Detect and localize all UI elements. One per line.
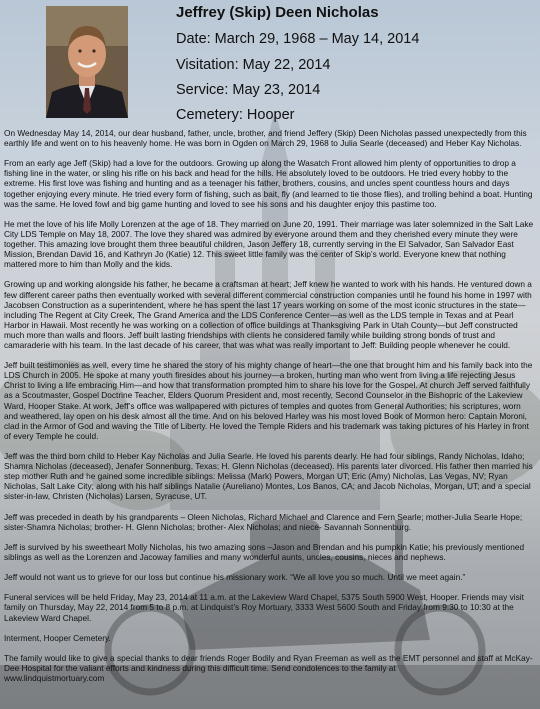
paragraph-career: Growing up and working alongside his father, he became a craftsman at heart; Jeff knew he wanted to work with his hands. He ventured down a few different career paths then eventually worked with several different commercial construction companies until he found his home in 1997 with Jacobsen Construction as a superintendent, where he has spent the last 17 years working on some of the most iconic structures in the state—including The Regent at City Creek, The Grand America and the LDS Conference Center—as well as the LDS temple in Texas and at Pearl Harbor in Hawaii. Most recently he was working on a collection of office buildings at Thanksgiving Park in Utah County—but Jeff constructed much more than walls and floors. Jeff built lasting friendships with clients he considered family while building strong bonds of trust and camaraderie with his team. In the last decade of his career, that was what was really important to Jeff: Building people whenever he could. [4,279,532,350]
paragraph-preceded: Jeff was preceded in death by his grandparents – Oleen Nicholas, Richard Michael and Clarence and Fern Searle; mother-Julia Searle Hope; sister-Shamra Nicholas; brother- H. Glenn Nicholas; brother- Alex Nicholas; and niece- Savannah Sonnenburg. [4,511,523,532]
paragraph-intro: On Wednesday May 14, 2014, our dear husband, father, uncle, brother, and friend Jeffery (Skip) Deen Nicholas passed unexpectedly from this earthly life and went on to his heavenly home. He was born in Ogden on March 29, 1968 to Julia Searle (deceased) and Heber Kay Nicholas. [4,128,527,149]
paragraph-outdoors: From an early age Jeff (Skip) had a love for the outdoors. Growing up along the Wasatch Front allowed him plenty of opportunities to drop a fishing line in the water, or sling his rifle on his back and head for the hills. He absolutely loved to be outdoors. He tried every hobby to the extreme. His first love was fishing and hunting and as a teenager his father, brothers, cousins, and uncles spent countless hours and days together enjoying every minute. He tried every form of fishing, such as bait, fly (and learned to tie those flies), and trolling behind a boat. Hunting was the same. He loved fowl and big game hunting and loved to see his sons and his daughter enjoy this pastime too. [4,158,533,209]
cemetery-line: Cemetery: Hooper [176,107,295,123]
visitation-line: Visitation: May 22, 2014 [176,57,331,73]
paragraph-testimony: Jeff built testimonies as well, every time he shared the story of his mighty change of heart—the one that brought him and his family back into the LDS Church in 2005. He spoke at many youth firesides about his journey—a broken, hurting man who went from living a life rejecting Jesus Christ to living a life embracing Him—and how that transformation prompted him to share his love for the Gospel. At church Jeff served faithfully as a Scoutmaster, Gospel Doctrine Teacher, Elders Quorum President and, most recently, Second Counselor in the Bishopric of the Lakeview Ward, Hooper Stake. At work, Jeff’s office was wallpapered with pictures of temples and quotes from General Authorities; his scriptures, worn and weathered, lay open on his desk almost all the time. And on his beloved Harley was his most loved Book of Mormon hero: Captain Moroni, clad in the Armor of God and waving the Title of Liberty. He loved the Temple Riders and his trademark was taking pictures of his Harley in front of every Temple he could. [4,360,533,441]
mortuary-url-link[interactable]: www.lindquistmortuary.com [4,673,105,684]
obituary-body [4,128,536,692]
portrait-image [46,6,128,118]
paragraph-missionary: Jeff would not want us to grieve for our loss but continue his missionary work. “We all love you so much. Until we meet again.” [4,572,466,583]
paragraph-interment: Interment, Hooper Cemetery. [4,632,111,643]
service-line: Service: May 23, 2014 [176,82,321,98]
portrait-photo [46,6,128,118]
paragraph-siblings: Jeff was the third born child to Heber Kay Nicholas and Julia Searle. He loved his parents dearly. He had four siblings, Randy Nicholas, Idaho; Shamra Nicholas (deceased), Jenafer Sonnenburg, Texas; H. Glenn Nicholas (deceased). His parents later divorced. His father then married his step mother Ruth and he gained some incredible siblings: Melissa (Mark) Powers, Morgan UT; Eric (Amy) Nicholas, Las Vegas, NV; Ryan Nicholas, Salt Lake City; along with his half siblings Natalie (Aureliano) Montes, Los Banos, CA; and Jacob Nicholas, Morgan, UT; and a special sister-in-law, Christen (Nicholas) Larsen, Syracuse, UT. [4,451,533,502]
paragraph-survived: Jeff is survived by his sweetheart Molly Nicholas, his two amazing sons –Jason and Brendan and his pumpkin Katie; his previously mentioned siblings as well as the Lorenzen and Jacoway families and many wonderful aunts, uncles, cousins, nieces and nephews. [4,541,525,562]
dates-line: Date: March 29, 1968 – May 14, 2014 [176,31,420,47]
deceased-name: Jeffrey (Skip) Deen Nicholas [176,4,379,21]
paragraph-thanks [4,653,536,683]
paragraph-funeral: Funeral services will be held Friday, May 23, 2014 at 11 a.m. at the Lakeview Ward Chapel, 5375 South 5900 West, Hooper. Friends may visit family on Thursday, May 22, 2014 from 5 to 8 p.m. at Lindquist’s Roy Mortuary, 3333 West 5600 South and Friday from 9:30 to 10:30 at the Lakeview Ward Chapel. [4,592,524,623]
thanks-text: The family would like to give a special thanks to dear friends Roger Bodily and Ryan Freeman as well as the EMT personnel and staff at McKay-Dee Hospital for the valiant efforts and kindness during this difficult time. Send condolences to the family at [4,652,533,673]
paragraph-marriage: He met the love of his life Molly Lorenzen at the age of 18. They married on June 20, 1991. Their marriage was later solemnized in the Salt Lake City LDS Temple on May 18, 2007. The love they shared was admired by everyone around them and they cherished every minute they were together. This amazing love brought them three beautiful children, Jason Jeffery 18, currently serving in the El Salvador, San Salvador East Mission, Brendan David 16, and Kathryn Jo (Katie) 12. This sweet little family was the center of Skip’s world. Everyone knew that nothing mattered more to him than Molly and the kids. [4,218,534,270]
